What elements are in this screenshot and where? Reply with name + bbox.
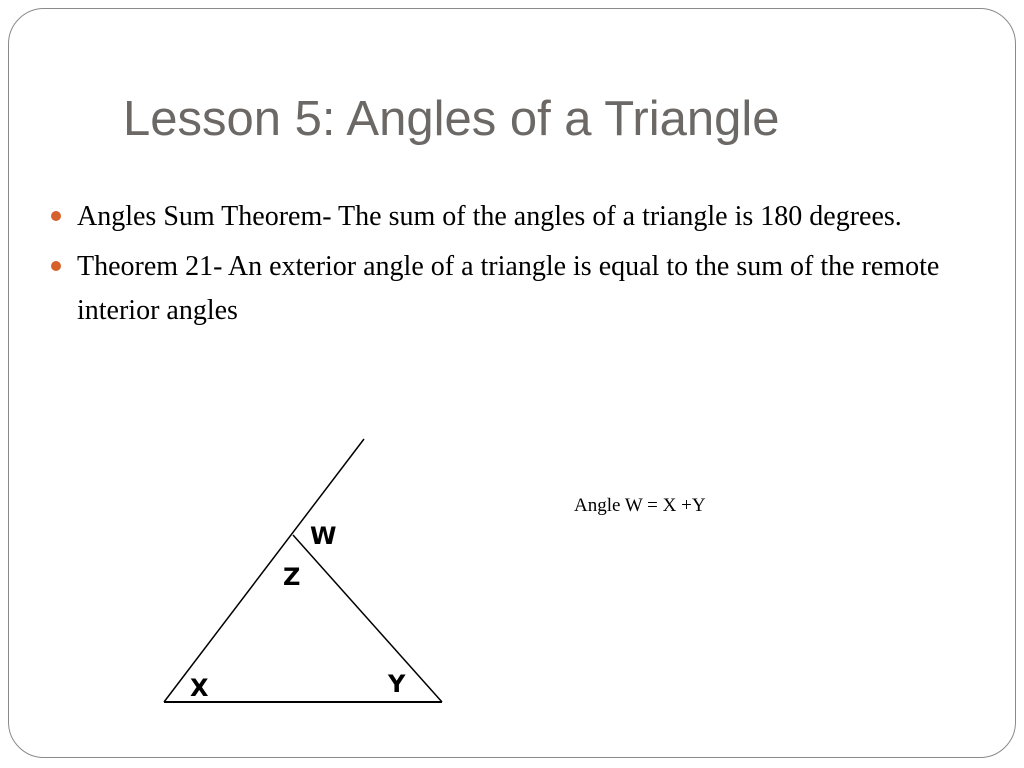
bullet-dot-icon	[51, 261, 61, 271]
exterior-angle-equation: Angle W = X +Y	[574, 495, 706, 516]
bullet-item-angle-sum-theorem	[49, 195, 949, 239]
bullet-list	[49, 195, 949, 339]
bullet-dot-icon	[51, 211, 61, 221]
angle-label-y: Y	[388, 670, 406, 698]
angle-label-z: Z	[283, 563, 301, 591]
bullet-text: Theorem 21- An exterior angle of a triangle is equal to the sum of the remote interior angles	[77, 251, 940, 326]
bullet-item-theorem-21	[49, 245, 949, 333]
slide-title: Lesson 5: Angles of a Triangle	[123, 92, 780, 146]
angle-label-w: W	[310, 522, 337, 550]
angle-label-x: X	[190, 674, 209, 702]
bullet-text: Angles Sum Theorem- The sum of the angles of a triangle is 180 degrees.	[77, 201, 902, 232]
triangle-right-side	[293, 535, 442, 702]
triangle-left-side-extended	[164, 439, 364, 702]
triangle-diagram	[155, 430, 455, 715]
